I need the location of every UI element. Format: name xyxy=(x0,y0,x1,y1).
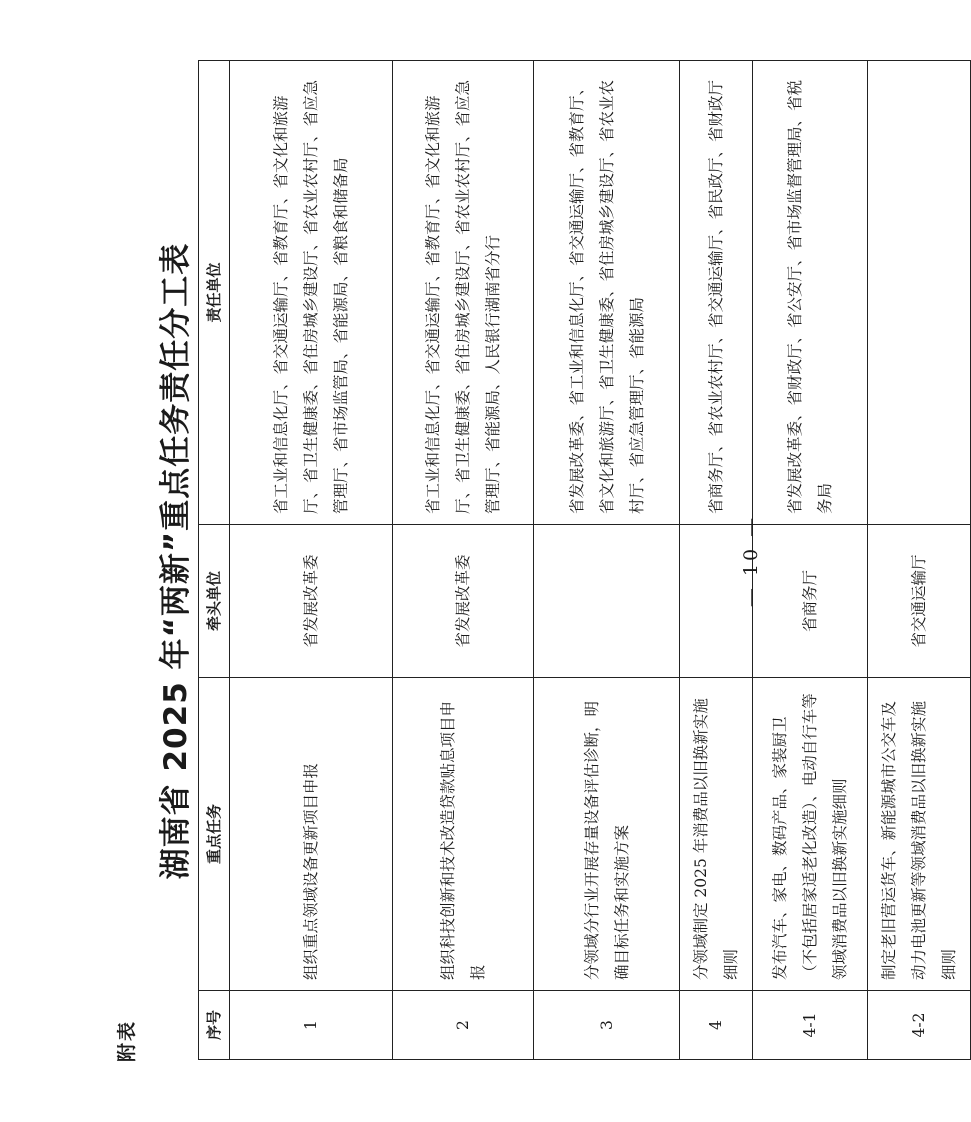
row-task: 组织科技创新和技术改造贷款贴息项目申报 xyxy=(393,678,534,991)
row-responsible: 省商务厅、省农业农村厅、省交通运输厅、省民政厅、省财政厅 xyxy=(680,61,753,525)
row-lead: 省交通运输厅 xyxy=(868,525,971,678)
table-row xyxy=(868,61,971,1060)
table-row xyxy=(753,61,868,1060)
table-row xyxy=(393,61,534,1060)
page-number: — 10 — xyxy=(740,514,762,608)
row-no: 1 xyxy=(230,991,393,1060)
row-no: 3 xyxy=(534,991,680,1060)
header-no: 序号 xyxy=(199,991,230,1060)
table-row xyxy=(230,61,393,1060)
row-lead: 省发展改革委 xyxy=(230,525,393,678)
row-no: 4 xyxy=(680,991,753,1060)
row-task: 分领域分行业开展存量设备评估诊断，明确目标任务和实施方案 xyxy=(534,678,680,991)
row-task: 制定老旧营运货车、新能源城市公交车及动力电池更新等领域消费品以旧换新实施细则 xyxy=(868,678,971,991)
header-task: 重点任务 xyxy=(199,678,230,991)
row-no: 4-2 xyxy=(868,991,971,1060)
header-responsible: 责任单位 xyxy=(199,61,230,525)
task-table xyxy=(198,60,971,1060)
row-no: 2 xyxy=(393,991,534,1060)
header-lead: 牵头单位 xyxy=(199,525,230,678)
row-lead: 省发展改革委 xyxy=(393,525,534,678)
document-title: 湖南省 2025 年“两新”重点任务责任分工表 xyxy=(158,242,194,880)
row-task: 组织重点领域设备更新项目申报 xyxy=(230,678,393,991)
table-row xyxy=(534,61,680,1060)
row-no: 4-1 xyxy=(753,991,868,1060)
table-header-row xyxy=(199,61,230,1060)
row-responsible xyxy=(868,61,971,525)
row-lead xyxy=(534,525,680,678)
row-responsible: 省工业和信息化厅、省交通运输厅、省教育厅、省文化和旅游厅、省卫生健康委、省住房城乡建设厅、省农业农村厅、省应急管理厅、省市场监管局、省能源局、省粮食和储备局 xyxy=(230,61,393,525)
row-lead: 省商务厅 xyxy=(753,525,868,678)
row-task: 发布汽车、家电、数码产品、家装厨卫（不包括居家适老化改造）、电动自行车等领域消费品以旧换新实施细则 xyxy=(753,678,868,991)
row-responsible: 省发展改革委、省工业和信息化厅、省交通运输厅、省教育厅、省文化和旅游厅、省卫生健康委、省住房城乡建设厅、省农业农村厅、省应急管理厅、省能源局 xyxy=(534,61,680,525)
row-responsible: 省工业和信息化厅、省交通运输厅、省教育厅、省文化和旅游厅、省卫生健康委、省住房城乡建设厅、省农业农村厅、省应急管理厅、省能源局、人民银行湖南省分行 xyxy=(393,61,534,525)
row-task: 分领域制定 2025 年消费品以旧换新实施细则 xyxy=(680,678,753,991)
appendix-label: 附表 xyxy=(116,1019,138,1062)
row-responsible: 省发展改革委、省财政厅、省公安厅、省市场监督管理局、省税务局 xyxy=(753,61,868,525)
